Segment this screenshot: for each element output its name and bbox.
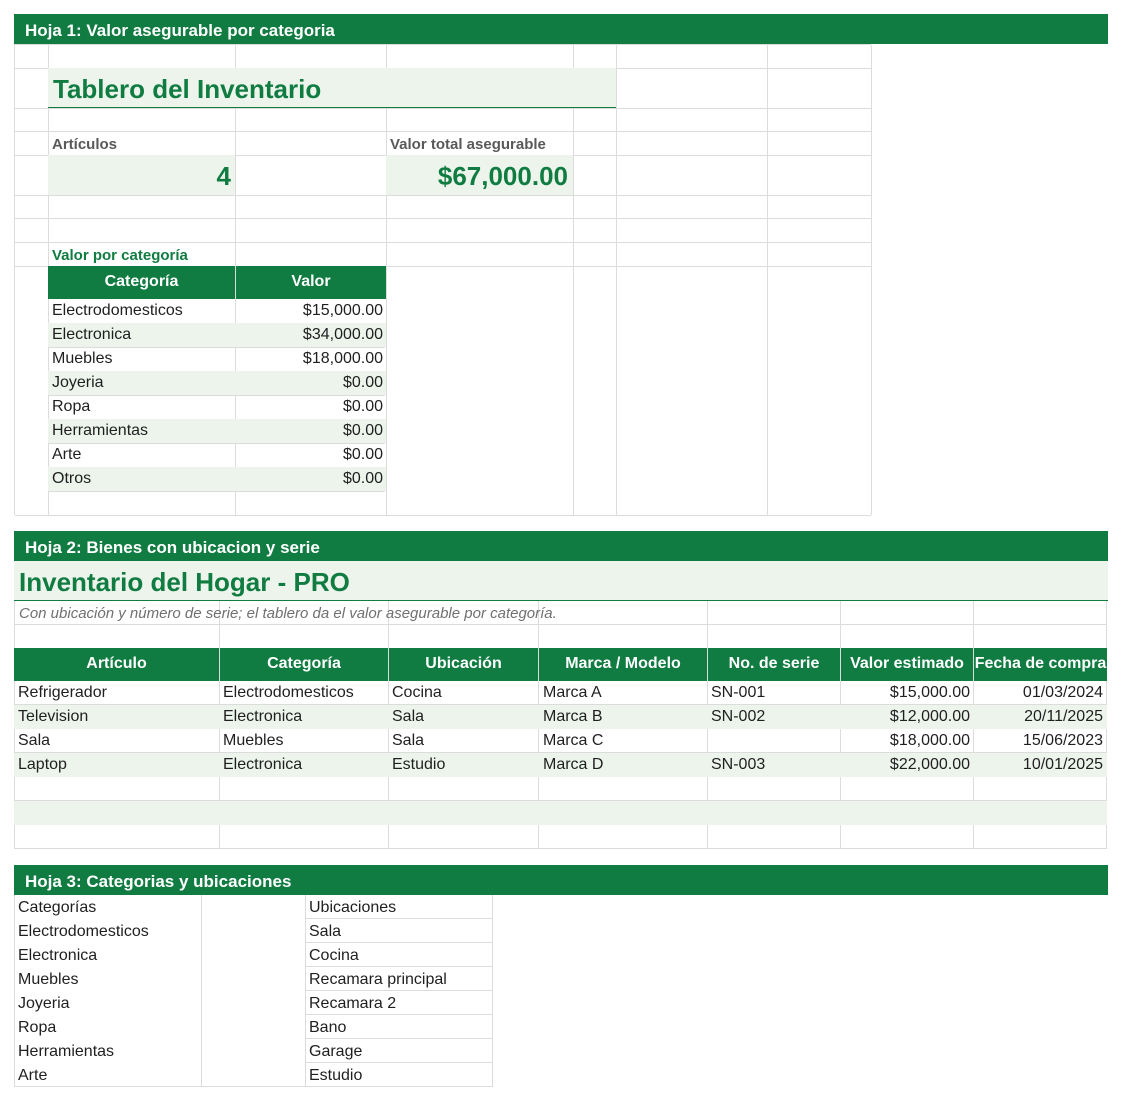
cell-marca: Marca A	[543, 684, 602, 701]
category-value: $0.00	[342, 470, 383, 487]
category-row[interactable]	[48, 323, 386, 347]
locations-list-header[interactable]: Ubicaciones	[309, 899, 397, 916]
category-item[interactable]: Herramientas	[18, 1043, 115, 1060]
category-item[interactable]: Joyeria	[18, 995, 70, 1012]
category-name: Muebles	[52, 350, 113, 367]
table-row-empty[interactable]	[14, 777, 1107, 801]
category-item[interactable]: Muebles	[18, 971, 79, 988]
cell-marca: Marca C	[543, 732, 604, 749]
col-header-categoria[interactable]: Categoría	[220, 648, 388, 681]
category-name: Herramientas	[52, 422, 149, 439]
categories-list-header[interactable]: Categorías	[18, 899, 97, 916]
category-row[interactable]	[48, 347, 386, 371]
inventory-subtitle: Con ubicación y número de serie; el tablero da el valor asegurable por categoría.	[19, 605, 557, 622]
location-item[interactable]: Cocina	[309, 947, 359, 964]
col-header-valor[interactable]: Valor estimado	[841, 648, 973, 681]
cell-ubicacion: Cocina	[392, 684, 442, 701]
location-item[interactable]: Bano	[309, 1019, 347, 1036]
category-value: $15,000.00	[302, 302, 383, 319]
sheet1-header: Hoja 1: Valor asegurable por categoria	[14, 14, 1108, 44]
category-name: Arte	[52, 446, 82, 463]
cell-fecha: 15/06/2023	[1022, 732, 1103, 749]
cell-categoria: Electronica	[223, 708, 303, 725]
location-item[interactable]: Estudio	[309, 1067, 363, 1084]
category-value: $0.00	[342, 446, 383, 463]
table-row[interactable]	[14, 729, 1107, 753]
cell-valor: $15,000.00	[889, 684, 970, 701]
cell-articulo: Television	[18, 708, 89, 725]
category-value: $34,000.00	[302, 326, 383, 343]
table-row[interactable]	[14, 753, 1107, 777]
articles-label: Artículos	[52, 136, 118, 153]
cell-ubicacion: Estudio	[392, 756, 446, 773]
cell-categoria: Muebles	[223, 732, 284, 749]
category-value: $0.00	[342, 374, 383, 391]
total-value: $67,000.00	[437, 161, 568, 191]
cell-articulo: Sala	[18, 732, 51, 749]
cell-fecha: 20/11/2025	[1024, 708, 1103, 725]
category-name: Otros	[52, 470, 92, 487]
location-item[interactable]: Recamara 2	[309, 995, 397, 1012]
table-row[interactable]	[14, 681, 1107, 705]
col-header-serie[interactable]: No. de serie	[708, 648, 840, 681]
cell-serie: SN-001	[711, 684, 766, 701]
col-header-ubicacion[interactable]: Ubicación	[389, 648, 538, 681]
category-row[interactable]	[48, 371, 386, 395]
articles-kpi-box[interactable]	[48, 155, 235, 195]
cell-articulo: Refrigerador	[18, 684, 107, 701]
category-name: Electrodomesticos	[52, 302, 183, 319]
cell-categoria: Electronica	[223, 756, 303, 773]
cell-ubicacion: Sala	[392, 708, 425, 725]
col-header-fecha[interactable]: Fecha de compra	[974, 648, 1107, 681]
category-name: Electronica	[52, 326, 132, 343]
cell-categoria: Electrodomesticos	[223, 684, 354, 701]
category-row[interactable]	[48, 419, 386, 443]
total-label: Valor total asegurable	[390, 136, 546, 153]
dashboard-title: Tablero del Inventario	[53, 74, 322, 104]
category-item[interactable]: Arte	[18, 1067, 48, 1084]
by-category-label: Valor por categoría	[52, 247, 188, 264]
inventory-title: Inventario del Hogar - PRO	[19, 567, 350, 597]
category-name: Ropa	[52, 398, 91, 415]
cell-articulo: Laptop	[18, 756, 67, 773]
col-header-marca[interactable]: Marca / Modelo	[539, 648, 707, 681]
category-item[interactable]: Electrodomesticos	[18, 923, 149, 940]
category-row[interactable]	[48, 467, 386, 491]
table-row[interactable]	[14, 705, 1107, 729]
cell-valor: $12,000.00	[889, 708, 970, 725]
col-header-articulo[interactable]: Artículo	[14, 648, 219, 681]
category-value: $0.00	[342, 422, 383, 439]
cell-fecha: 01/03/2024	[1022, 684, 1103, 701]
category-value: $0.00	[342, 398, 383, 415]
cell-fecha: 10/01/2025	[1022, 756, 1103, 773]
articles-value: 4	[216, 161, 231, 191]
location-item[interactable]: Recamara principal	[309, 971, 447, 988]
category-item[interactable]: Ropa	[18, 1019, 57, 1036]
cell-serie: SN-003	[711, 756, 766, 773]
category-column-header[interactable]: Categoría	[48, 266, 235, 299]
category-row[interactable]	[48, 299, 386, 323]
category-value: $18,000.00	[302, 350, 383, 367]
category-row[interactable]	[48, 443, 386, 467]
category-name: Joyeria	[52, 374, 104, 391]
cell-marca: Marca D	[543, 756, 604, 773]
location-item[interactable]: Sala	[309, 923, 342, 940]
cell-valor: $18,000.00	[889, 732, 970, 749]
cell-ubicacion: Sala	[392, 732, 425, 749]
sheet2-header: Hoja 2: Bienes con ubicacion y serie	[14, 531, 1108, 561]
category-row[interactable]	[48, 395, 386, 419]
location-item[interactable]: Garage	[309, 1043, 363, 1060]
category-item[interactable]: Electronica	[18, 947, 98, 964]
table-row-empty[interactable]	[14, 801, 1107, 825]
sheet3-header: Hoja 3: Categorias y ubicaciones	[14, 865, 1108, 895]
cell-marca: Marca B	[543, 708, 603, 725]
cell-serie: SN-002	[711, 708, 766, 725]
cell-valor: $22,000.00	[889, 756, 970, 773]
value-column-header[interactable]: Valor	[236, 266, 386, 299]
table-row-empty[interactable]	[14, 825, 1107, 849]
